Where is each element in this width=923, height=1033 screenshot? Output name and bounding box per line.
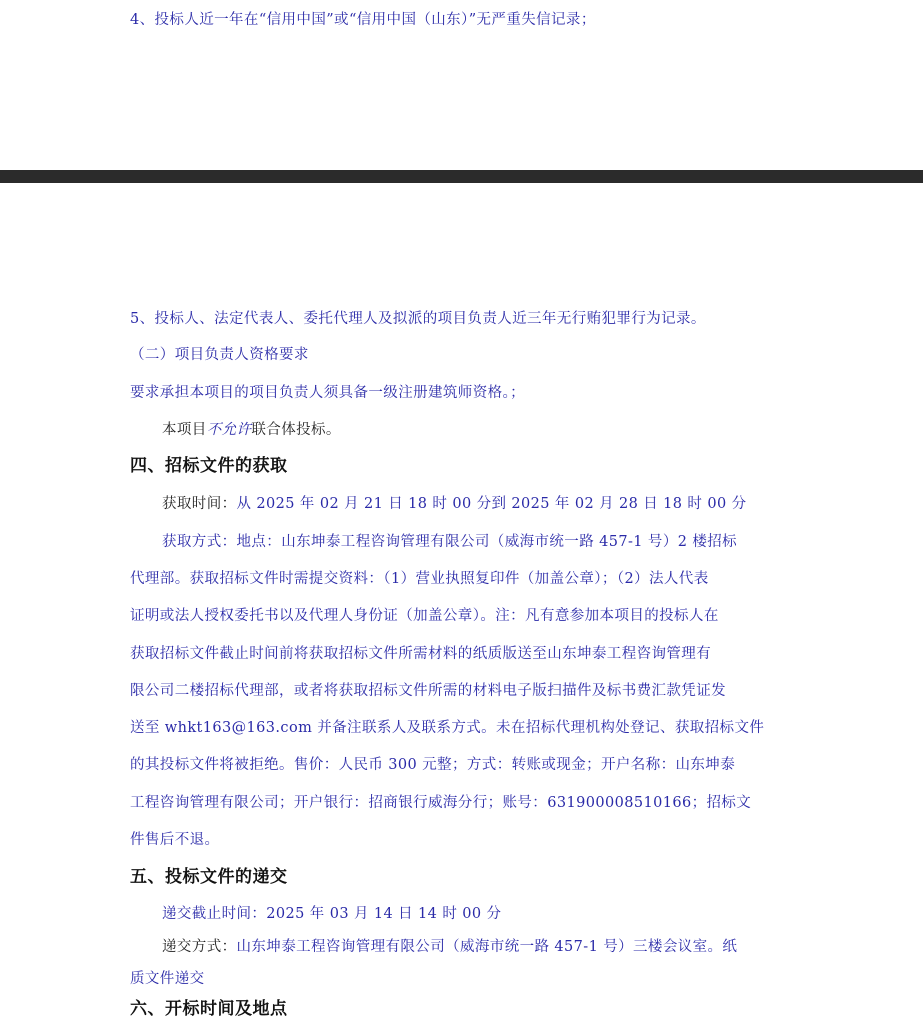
acquisition-method-line-3: 证明或法人授权委托书以及代理人身份证（加盖公章）。注：凡有意参加本项目的投标人在 <box>130 608 719 624</box>
section-6-heading: 六、开标时间及地点 <box>130 999 288 1019</box>
consortium-suffix: 联合体投标。 <box>251 422 341 438</box>
submission-method-label: 递交方式： <box>162 939 237 955</box>
submission-method-value: 山东坤泰工程咨询管理有限公司（威海市统一路 457-1 号）三楼会议室。纸 <box>236 939 738 955</box>
section-4-heading: 四、招标文件的获取 <box>130 456 288 476</box>
consortium-emphasis: 不允许 <box>206 422 252 438</box>
document-page-top <box>0 0 923 170</box>
consortium-statement <box>162 420 341 440</box>
subsection-title-2: （二）项目负责人资格要求 <box>130 347 309 363</box>
submission-method <box>162 937 737 957</box>
consortium-prefix: 本项目 <box>162 422 207 438</box>
page-divider <box>0 170 923 183</box>
acquisition-method-line-2: 代理部。获取招标文件时需提交资料：（1）营业执照复印件（加盖公章）；（2）法人代表 <box>130 571 709 587</box>
acquisition-method-line-8: 工程咨询管理有限公司；开户银行：招商银行威海分行；账号：631900008510166；招标文 <box>130 795 752 811</box>
section-5-heading: 五、投标文件的递交 <box>130 867 288 887</box>
document-page-bottom <box>0 183 923 1033</box>
acquisition-method-line-4: 获取招标文件截止时间前将获取招标文件所需材料的纸质版送至山东坤泰工程咨询管理有 <box>130 646 712 662</box>
acquisition-time-label: 获取时间： <box>162 496 237 512</box>
subsection-body-2: 要求承担本项目的项目负责人须具备一级注册建筑师资格。； <box>130 385 526 401</box>
acquisition-method-line-1: 获取方式：地点：山东坤泰工程咨询管理有限公司（威海市统一路 457-1 号）2 楼招标 <box>162 534 738 550</box>
acquisition-method-line-7: 的其投标文件将被拒绝。售价：人民币 300 元整；方式：转账或现金；开户名称：山东坤泰 <box>130 757 736 773</box>
acquisition-method-line-5: 限公司二楼招标代理部，或者将获取招标文件所需的材料电子版扫描件及标书费汇款凭证发 <box>130 683 726 699</box>
acquisition-method-line-6: 送至 whkt163@163.com 并备注联系人及联系方式。未在招标代理机构处登记、获取招标文件 <box>130 720 765 736</box>
submission-method-continued: 质文件递交 <box>130 971 205 987</box>
acquisition-time-value: 从 2025 年 02 月 21 日 18 时 00 分到 2025 年 02 月 28 日 18 时 00 分 <box>236 496 747 512</box>
acquisition-method-line-9: 件售后不退。 <box>130 832 220 848</box>
submission-deadline: 递交截止时间：2025 年 03 月 14 日 14 时 00 分 <box>162 906 502 922</box>
requirement-item-5: 5、投标人、法定代表人、委托代理人及拟派的项目负责人近三年无行贿犯罪行为记录。 <box>130 311 706 327</box>
requirement-item-4: 4、投标人近一年在“信用中国”或“信用中国（山东）”无严重失信记录； <box>130 12 596 28</box>
acquisition-time <box>162 494 747 514</box>
